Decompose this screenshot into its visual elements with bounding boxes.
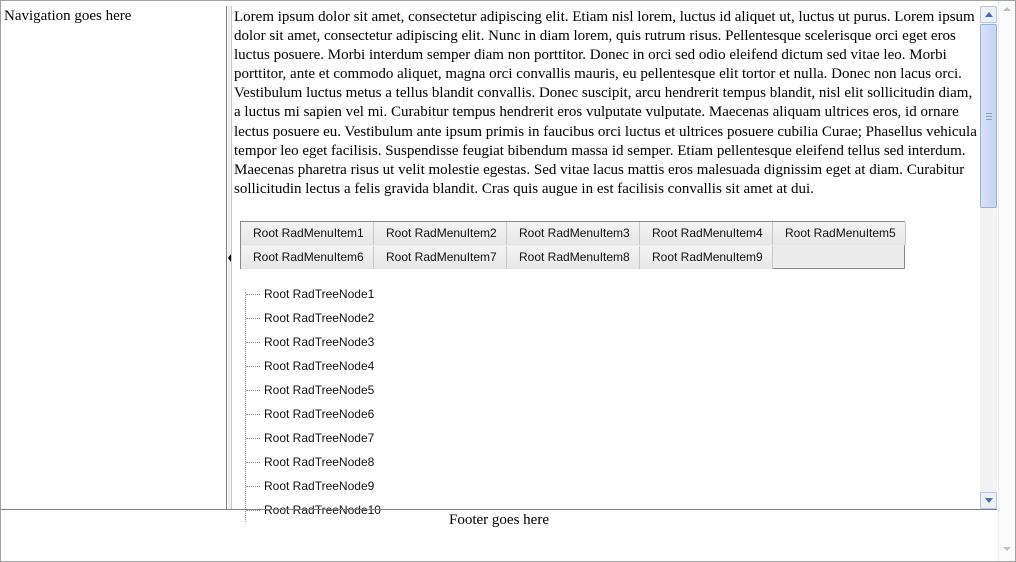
tree-connector [246, 366, 260, 367]
tree-node[interactable] [245, 450, 381, 474]
tree-node-label[interactable]: Root RadTreeNode8 [264, 455, 375, 469]
menu-item-1[interactable]: Root RadMenuItem1 [241, 222, 374, 245]
tree-connector [246, 390, 260, 391]
page-scrollbar[interactable] [998, 1, 1015, 561]
tree-node-label[interactable]: Root RadTreeNode2 [264, 311, 375, 325]
tree-connector [246, 462, 260, 463]
tree-connector [246, 438, 260, 439]
tree-node-label[interactable]: Root RadTreeNode3 [264, 335, 375, 349]
tree-connector [246, 342, 260, 343]
chevron-up-icon[interactable] [1003, 7, 1011, 11]
tree-node-label[interactable]: Root RadTreeNode9 [264, 479, 375, 493]
splitter-bar[interactable] [228, 6, 232, 509]
tree-node-label[interactable]: Root RadTreeNode5 [264, 383, 375, 397]
tree-node[interactable] [245, 354, 381, 378]
grip-line [986, 119, 992, 120]
footer-text: Footer goes here [449, 512, 549, 528]
menu-item-8[interactable]: Root RadMenuItem8 [507, 246, 640, 269]
scroll-up-button[interactable] [980, 6, 997, 23]
tree-connector [246, 318, 260, 319]
rad-treeview [245, 282, 381, 522]
rad-menu [240, 221, 905, 269]
navigation-text: Navigation goes here [4, 8, 132, 24]
tree-connector [246, 414, 260, 415]
chevron-down-icon[interactable] [1003, 547, 1011, 551]
tree-node[interactable] [245, 402, 381, 426]
menu-item-6[interactable]: Root RadMenuItem6 [241, 246, 374, 269]
collapse-arrow-icon[interactable] [228, 254, 231, 262]
tree-connector [246, 294, 260, 295]
tree-node-label[interactable]: Root RadTreeNode1 [264, 287, 375, 301]
tree-node-label[interactable]: Root RadTreeNode4 [264, 359, 375, 373]
tree-node[interactable] [245, 330, 381, 354]
tree-node-label[interactable]: Root RadTreeNode7 [264, 431, 375, 445]
tree-node[interactable] [245, 306, 381, 330]
grip-line [986, 113, 992, 114]
grip-line [986, 116, 992, 117]
footer [1, 509, 997, 561]
tree-connector [246, 486, 260, 487]
menu-item-5[interactable]: Root RadMenuItem5 [773, 222, 906, 245]
content-scrollbar[interactable] [980, 6, 997, 509]
tree-node-label[interactable]: Root RadTreeNode10 [264, 503, 381, 517]
menu-item-9[interactable]: Root RadMenuItem9 [640, 246, 773, 269]
content-pane [233, 6, 979, 517]
scroll-thumb[interactable] [980, 24, 997, 208]
lorem-paragraph: Lorem ipsum dolor sit amet, consectetur adipiscing elit. Etiam nisl lorem, luctus id aliquet ut, luctus ut purus. Lorem ipsum dolor sit amet, consectetur adipiscing elit. Nunc in diam lorem, quis rutrum risus. Pellentesque scelerisque orci eget eros luctus posuere. Morbi interdum semper diam non porttitor. Donec in orci sed odio eleifend dictum sed vitae leo. Morbi porttitor, ante et commodo aliquet, magna orci convallis mauris, eu pellentesque elit tortor et nulla. Donec non lacus orci. Vestibulum luctus metus a tellus blandit convallis. Donec suscipit, arcu hendrerit tempus blandit, nisl elit sollicitudin diam, a luctus mi sapien vel mi. Curabitur tempus hendrerit eros vulputate vulputate. Maecenas aliquam ultrices eros, id ornare lectus posuere eu. Vestibulum ante ipsum primis in faucibus orci luctus et ultrices posuere cubilia Curae; Phasellus vehicula tempor leo eget facilisis. Suspendisse feugiat bibendum massa id semper. Etiam pellentesque eleifend tellus sed interdum. Maecenas pharetra risus ut velit molestie egestas. Sed vitae lacus mattis eros malesuada dignissim eget at diam. Curabitur sollicitudin lectus a felis gravida blandit. Cras quis augue in est facilisis convallis sit amet at dui. [234, 9, 977, 197]
tree-node[interactable] [245, 426, 381, 450]
menu-item-3[interactable]: Root RadMenuItem3 [507, 222, 640, 245]
scroll-down-button[interactable] [980, 492, 997, 509]
menu-item-4[interactable]: Root RadMenuItem4 [640, 222, 773, 245]
tree-node[interactable] [245, 282, 381, 306]
tree-node[interactable] [245, 378, 381, 402]
tree-node-label[interactable]: Root RadTreeNode6 [264, 407, 375, 421]
menu-item-2[interactable]: Root RadMenuItem2 [374, 222, 507, 245]
menu-item-7[interactable]: Root RadMenuItem7 [374, 246, 507, 269]
chevron-down-icon [985, 498, 993, 503]
tree-node[interactable] [245, 474, 381, 498]
navigation-pane [1, 6, 227, 509]
chevron-up-icon [985, 12, 993, 17]
